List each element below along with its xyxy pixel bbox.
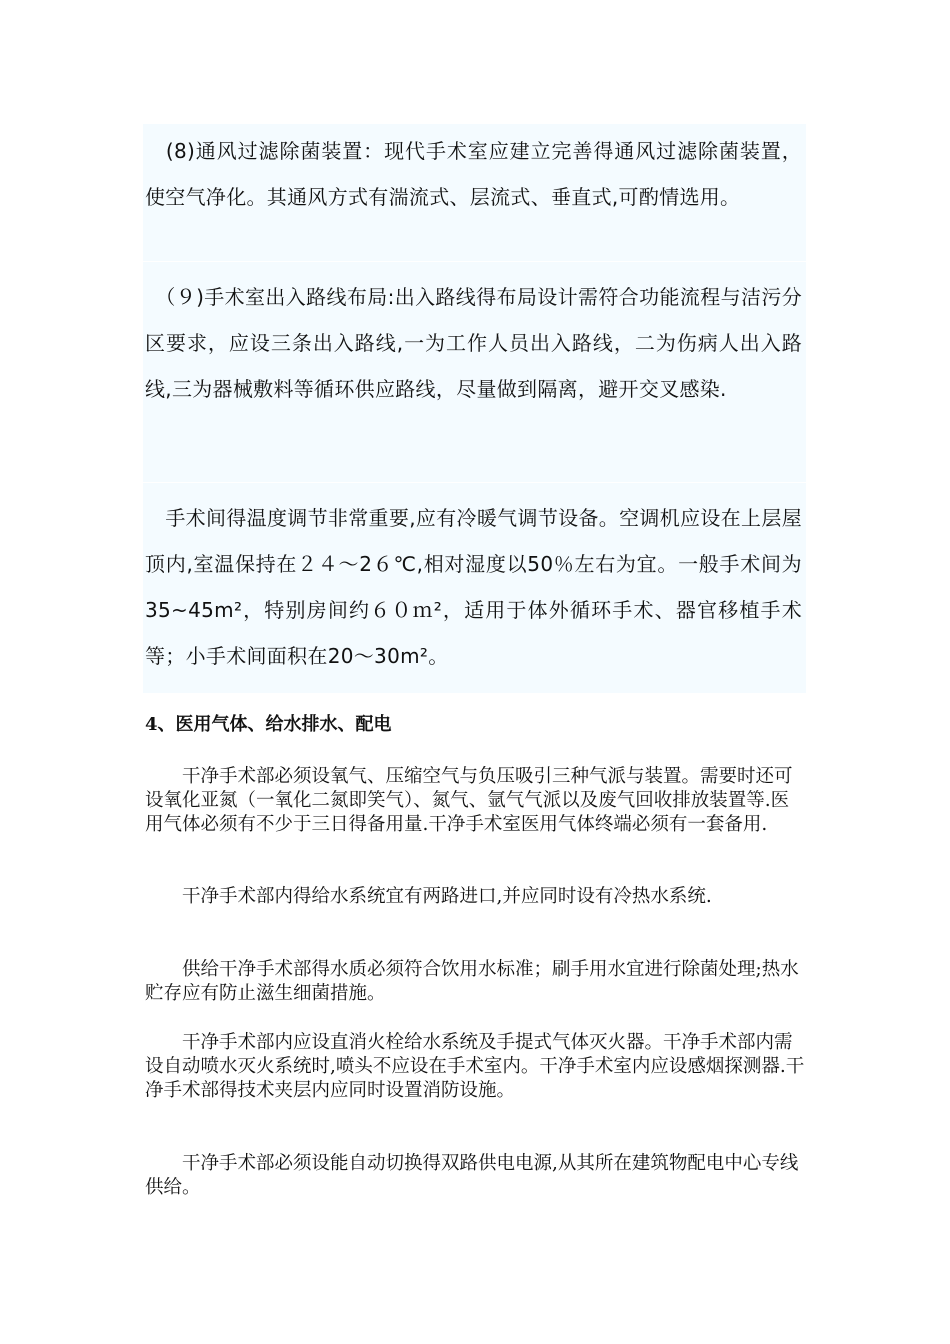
- highlighted-block-temperature: [143, 483, 806, 693]
- highlighted-block-ventilation: [143, 124, 806, 261]
- paragraph-water-supply: 干净手术部内得给水系统宜有两路进口,并应同时设有冷热水系统.: [145, 886, 712, 907]
- paragraph-entry-routes: （９)手术室出入路线布局:出入路线得布局设计需符合功能流程与洁污分区要求，应设三条出入路线,一为工作人员出入路线，二为伤病人出入路线,三为器械敷料等循环供应路线，尽量做到隔离，避开交叉感染.: [145, 285, 802, 401]
- paragraph-medical-gas: 干净手术部必须设氧气、压缩空气与负压吸引三种气派与装置。需要时还可设氧化亚氮（一氧化二氮即笑气）、氮气、氩气气派以及废气回收排放装置等.医用气体必须有不少于三日得备用量.干净手术室医用气体终端必须有一套备用.: [145, 766, 793, 835]
- paragraph-fire-protection: 干净手术部内应设直消火栓给水系统及手提式气体灭火器。干净手术部内需设自动喷水灭火系统时,喷头不应设在手术室内。干净手术室内应设感烟探测器.干净手术部得技术夹层内应同时设置消防设施。: [145, 1032, 805, 1101]
- paragraph-temperature: 手术间得温度调节非常重要,应有冷暖气调节设备。空调机应设在上层屋顶内,室温保持在２４～2６℃,相对湿度以50％左右为宜。一般手术间为35~45m²，特别房间约６０ｍ²，适用于体外循环手术、器官移植手术等；小手术间面积在20～30m²。: [145, 506, 802, 668]
- paragraph-ventilation: (8)通风过滤除菌装置：现代手术室应建立完善得通风过滤除菌装置，使空气净化。其通风方式有湍流式、层流式、垂直式,可酌情选用。: [145, 139, 802, 209]
- paragraph-water-quality: 供给干净手术部得水质必须符合饮用水标准；刷手用水宜进行除菌处理;热水贮存应有防止滋生细菌措施。: [145, 959, 799, 1004]
- highlighted-block-routes: [143, 262, 806, 482]
- section-heading: 4、医用气体、给水排水、配电: [145, 714, 392, 735]
- paragraph-power-supply: 干净手术部必须设能自动切换得双路供电电源,从其所在建筑物配电中心专线供给。: [145, 1153, 799, 1198]
